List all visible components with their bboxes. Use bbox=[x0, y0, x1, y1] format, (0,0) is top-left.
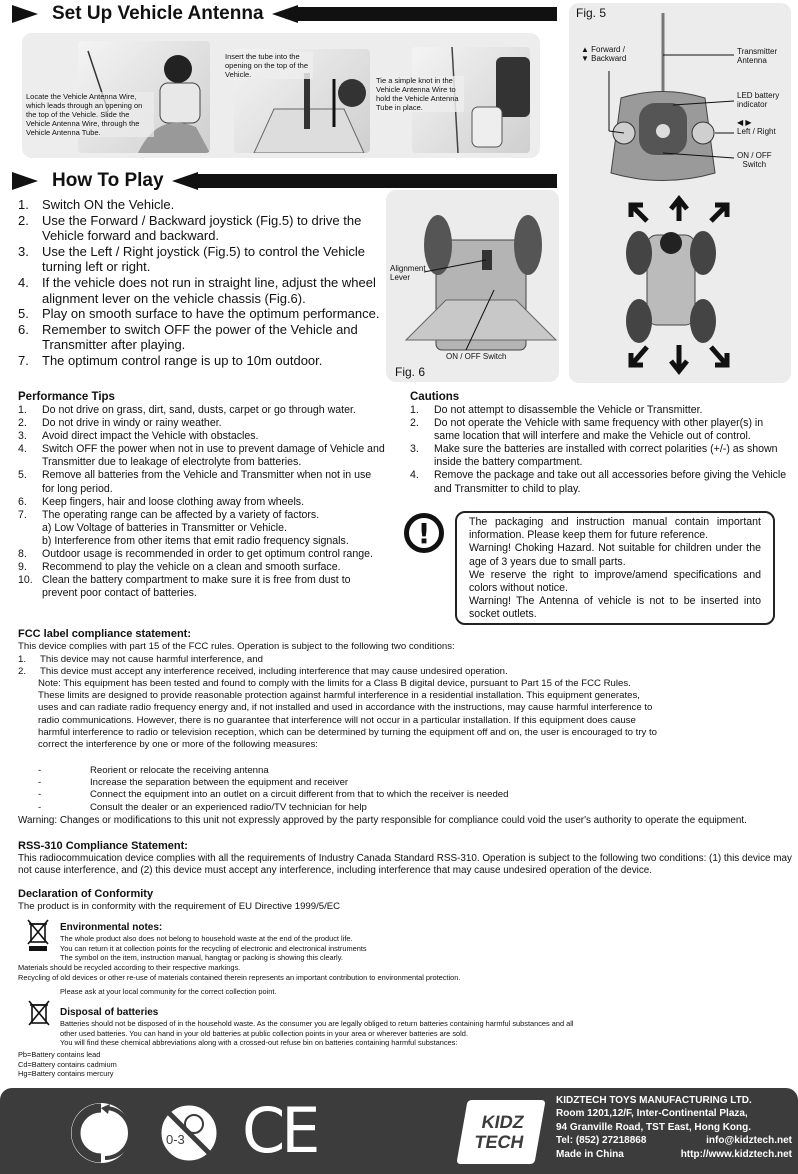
warning-box bbox=[455, 511, 775, 625]
chemical-item: Cd=Battery contains cadmium bbox=[18, 1059, 117, 1069]
list-item: 4. If the vehicle does not run in straight line, adjust the wheel alignment lever on the vehicle chassis (Fig.6). bbox=[18, 274, 376, 306]
list-item: 5. Play on smooth surface to have the optimum performance. bbox=[18, 306, 380, 322]
header-arrow-left-icon bbox=[12, 172, 38, 190]
list-item: 6. Remember to switch OFF the power of the Vehicle and Transmitter after playing. bbox=[18, 321, 358, 353]
fig5-label: Fig. 5 bbox=[576, 6, 607, 20]
environmental-lines bbox=[60, 934, 760, 963]
kidztech-logo: KIDZ TECH bbox=[456, 1100, 545, 1164]
fcc-warning: Warning: Changes or modifications to this unit not expressly approved by the party responsible for compliance could void the user's authority to operate the equipment. bbox=[18, 815, 747, 826]
address-line-1: Room 1201,12/F, Inter-Continental Plaza, bbox=[556, 1108, 748, 1120]
antenna-section-title: Set Up Vehicle Antenna bbox=[52, 3, 264, 24]
cautions-list bbox=[410, 404, 790, 496]
company-info bbox=[556, 1094, 792, 1161]
batteries-line: Batteries should not be disposed of in the household waste. As the consumer you are legally obliged to return batteries containing harmful substances and all bbox=[60, 1019, 574, 1028]
fcc-condition-2: 2. This device must accept any interference received, including interference that may cause undesired operation. bbox=[18, 666, 508, 677]
how-to-play-title: How To Play bbox=[52, 170, 164, 191]
made-in: Made in China bbox=[556, 1148, 624, 1160]
rss-text: This radiocommuication device complies with all the requirements of Industry Canada Standard RSS-310. Operation is subject to the following two conditions: (1) this device may not cause interference, and (2) this device must accept any interference, including interference that may cause undesired operation of the device. bbox=[18, 853, 792, 877]
antenna-panel bbox=[22, 33, 540, 158]
crossed-bin-battery-icon bbox=[28, 1000, 50, 1026]
contact-line bbox=[556, 1134, 792, 1147]
header-arrow-right-icon bbox=[172, 172, 198, 190]
environmental-line: You can return it at collection points for the recycling of electronic and electronical instruments bbox=[60, 943, 367, 953]
header-bar bbox=[198, 174, 557, 188]
on-off-callout: ON / OFF Switch bbox=[737, 151, 772, 169]
antenna-caption-1: Locate the Vehicle Antenna Wire, which leads through an opening on the top of the Vehicle. Slide the Vehicle Antenna Wire, through the Vehicle Antenna Tube. bbox=[26, 92, 154, 137]
environmental-line: Materials should be recycled according to their respective markings. bbox=[18, 963, 241, 972]
environmental-line: The whole product also does not belong to household waste at the end of the product life. bbox=[60, 934, 353, 943]
list-item: - Increase the separation between the equipment and receiver bbox=[38, 777, 349, 789]
list-item: 7. The operating range can be affected by a variety of factors. a) Low Voltage of batteries in Transmitter or Vehicle. b) Interference from other items that emit radio frequency signals. bbox=[18, 508, 349, 547]
list-item: 3. Avoid direct impact the Vehicle with obstacles. bbox=[18, 430, 259, 443]
crossed-bin-icon bbox=[26, 918, 50, 952]
header-arrow-left-icon bbox=[12, 5, 38, 23]
list-item: 1. Do not attempt to disassemble the Vehicle or Transmitter. bbox=[410, 404, 703, 416]
chemical-item: Hg=Battery contains mercury bbox=[18, 1069, 114, 1079]
conformity-text: The product is in conformity with the requirement of EU Directive 1999/5/EC bbox=[18, 901, 341, 912]
warning-line: Warning! The Antenna of vehicle is not to be inserted into socket outlets. bbox=[469, 595, 761, 621]
company-name: KIDZTECH TOYS MANUFACTURING LTD. bbox=[556, 1095, 752, 1106]
warning-exclamation-icon: ! bbox=[404, 513, 444, 553]
fcc-intro: This device complies with part 15 of the FCC rules. Operation is subject to the following two conditions: bbox=[18, 641, 455, 652]
fcc-note: Note: This equipment has been tested and found to comply with the limits for a Class B digital device, pursuant to Part 15 of the FCC Rules. These limits are designed to provide reasonable protection against harmful interference in a residential installation. This equipment generates, uses and can radiate radio frequency energy and, if not installed and used in accordance with the instructions, may cause harmful interference to radio communications. However, there is no guarantee that interference will not occur in a particular installation. If this equipment does cause harmful interference to radio or television reception, which can be determined by turning the equipment off and on, the user is encouraged to try to correct the interference by one or more of the following measures: bbox=[38, 678, 657, 751]
list-item: 10. Clean the battery compartment to make sure it is free from dust to prevent poor contact of batteries. bbox=[18, 574, 351, 600]
left-right-callout: ◀ ▶ Left / Right bbox=[737, 118, 776, 136]
fcc-condition-1: 1. This device may not cause harmful interference, and bbox=[18, 654, 263, 665]
list-item: - Connect the equipment into an outlet on a circuit different from that to which the receiver is needed bbox=[38, 789, 509, 801]
how-to-play-list bbox=[18, 197, 388, 369]
list-item: 7. The optimum control range is up to 10m outdoor. bbox=[18, 352, 323, 368]
age-label: 0-3 bbox=[166, 1132, 185, 1147]
environmental-line: Recycling of old devices or other re-use of materials contained therein represents an important contribution to environmental protection. bbox=[18, 972, 461, 982]
environmental-full-lines bbox=[18, 963, 778, 982]
fcc-title: FCC label compliance statement: bbox=[18, 628, 191, 640]
cautions-title: Cautions bbox=[410, 391, 460, 403]
antenna-caption-2: Insert the tube into the opening on the top of the Vehicle. bbox=[225, 52, 313, 79]
alignment-lever-callout: Alignment Lever bbox=[390, 264, 426, 282]
on-off-switch-callout: ON / OFF Switch bbox=[446, 352, 507, 361]
list-item: 5. Remove all batteries from the Vehicle and Transmitter when not in use for long period. bbox=[18, 469, 372, 495]
list-item: 8. Outdoor usage is recommended in order to get optimum control range. bbox=[18, 548, 373, 561]
fig5-panel bbox=[569, 3, 791, 383]
antenna-caption-3: Tie a simple knot in the Vehicle Antenna Wire to hold the Vehicle Antenna Tube in place. bbox=[376, 76, 464, 112]
environmental-line: The symbol on the item, instruction manual, hangtag or packing is showing this clearly. bbox=[60, 953, 343, 963]
warning-line: Warning! Choking Hazard. Not suitable for children under the age of 3 years due to small parts. bbox=[469, 542, 761, 568]
website: http://www.kidztech.net bbox=[680, 1148, 792, 1160]
header-arrow-right-icon bbox=[272, 5, 298, 23]
fcc-measures bbox=[38, 765, 638, 814]
fig6-label: Fig. 6 bbox=[395, 365, 426, 379]
antenna-section-header bbox=[12, 1, 557, 27]
transmitter-antenna-callout: Transmitter Antenna bbox=[737, 47, 778, 65]
chemical-item: Pb=Battery contains lead bbox=[18, 1050, 101, 1059]
list-item: 3. Make sure the batteries are installed with correct polarities (+/-) as shown inside the battery compartment. bbox=[410, 443, 778, 469]
list-item: - Consult the dealer or an experienced radio/TV technician for help bbox=[38, 801, 367, 813]
list-item: - Reorient or relocate the receiving antenna bbox=[38, 765, 269, 776]
header-bar bbox=[298, 7, 557, 21]
list-item: 4. Remove the package and take out all accessories before giving the Vehicle and Transmitter to child to play. bbox=[410, 469, 787, 495]
batteries-lines bbox=[60, 1019, 780, 1048]
list-item: 3. Use the Left / Right joystick (Fig.5) to control the Vehicle turning left or right. bbox=[18, 243, 365, 275]
made-in-line bbox=[556, 1148, 792, 1161]
led-indicator-callout: LED battery indicator bbox=[737, 91, 780, 109]
performance-tips-list bbox=[18, 404, 386, 600]
rss-title: RSS-310 Compliance Statement: bbox=[18, 840, 188, 852]
email: info@kidztech.net bbox=[706, 1135, 792, 1147]
list-item: 4. Switch OFF the power when not in use to prevent damage of Vehicle and Transmitter due to leakage of electrolyte from batteries. bbox=[18, 443, 385, 469]
forward-backward-callout: ▲ Forward / ▼ Backward bbox=[581, 45, 627, 63]
warning-line: The packaging and instruction manual contain important information. Please keep them for future reference. bbox=[469, 516, 761, 542]
battery-chemicals bbox=[18, 1050, 318, 1079]
performance-tips-title: Performance Tips bbox=[18, 391, 115, 403]
footer bbox=[0, 1088, 798, 1174]
list-item: 6. Keep fingers, hair and loose clothing away from wheels. bbox=[18, 495, 305, 508]
list-item: 2. Do not operate the Vehicle with same frequency with other player(s) in same location that will interfere and make the Vehicle out of control. bbox=[410, 417, 764, 443]
fig6-panel bbox=[386, 190, 559, 382]
list-item: 1. Do not drive on grass, dirt, sand, dusts, carpet or go through water. bbox=[18, 404, 356, 416]
warning-line: We reserve the right to improve/amend specifications and colors without notice. bbox=[469, 568, 761, 595]
conformity-title: Declaration of Conformity bbox=[18, 888, 154, 900]
list-item: 9. Recommend to play the vehicle on a clean and smooth surface. bbox=[18, 561, 341, 574]
list-item: 1. Switch ON the Vehicle. bbox=[18, 197, 175, 212]
list-item: 2. Use the Forward / Backward joystick (Fig.5) to drive the Vehicle forward and backward. bbox=[18, 212, 362, 244]
environmental-title: Environmental notes: bbox=[60, 922, 163, 933]
batteries-title: Disposal of batteries bbox=[60, 1007, 159, 1018]
green-dot-recycling-icon bbox=[70, 1102, 132, 1164]
ce-mark: CE bbox=[242, 1094, 317, 1167]
batteries-line: other used batteries. You can hand in your old batteries at public collection points in your area or wherever batteries are sold. bbox=[60, 1028, 468, 1038]
address-line-2: 94 Granville Road, TST East, Hong Kong. bbox=[556, 1121, 752, 1133]
list-item: 2. Do not drive in windy or rainy weather. bbox=[18, 417, 222, 430]
batteries-line: You will find these chemical abbreviations along with a crossed-out refuse bin on batteries containing harmful substances: bbox=[60, 1038, 458, 1048]
environmental-last-line: Please ask at your local community for the correct collection point. bbox=[60, 987, 277, 996]
tel: Tel: (852) 27218868 bbox=[556, 1135, 647, 1147]
